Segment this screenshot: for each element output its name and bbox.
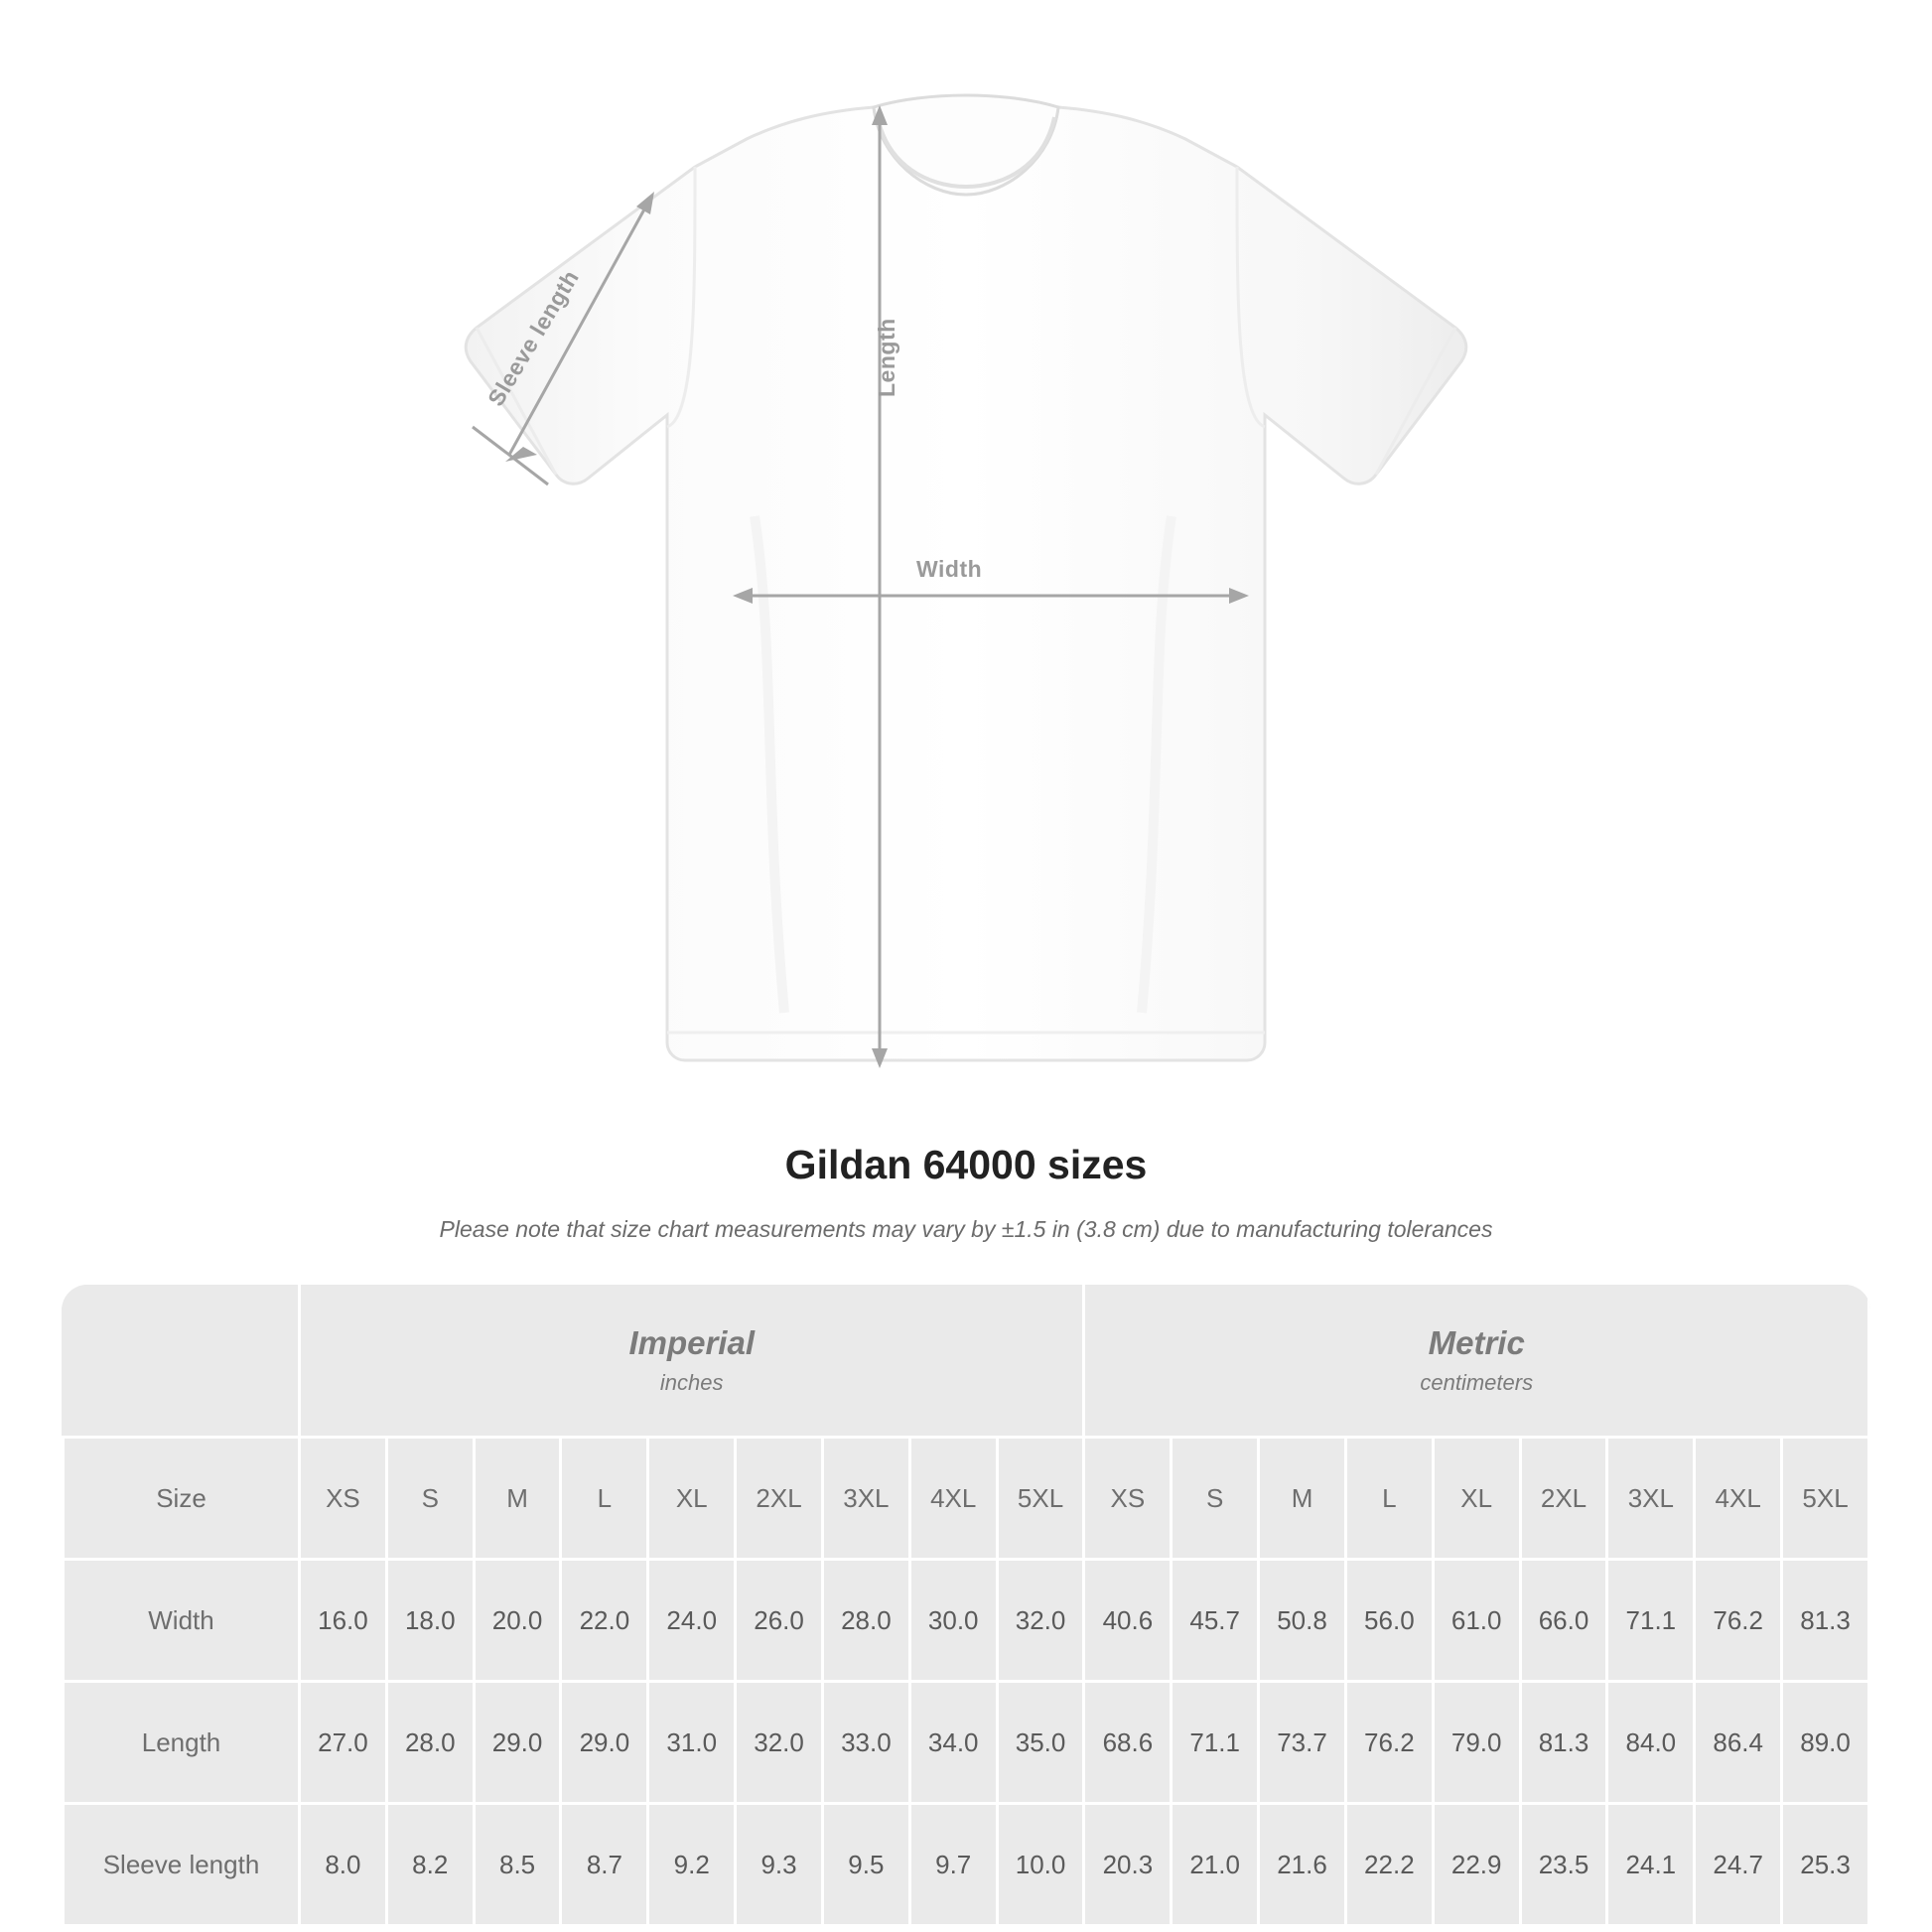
cell-sleeve-length: 20.3 bbox=[1084, 1804, 1172, 1926]
cell-sleeve-length: 8.7 bbox=[561, 1804, 648, 1926]
cell-length: 81.3 bbox=[1520, 1682, 1607, 1804]
unit-imperial-name: Imperial bbox=[628, 1324, 755, 1361]
page-title: Gildan 64000 sizes bbox=[784, 1142, 1148, 1187]
cell-sleeve-length: 8.0 bbox=[300, 1804, 387, 1926]
size-header-row bbox=[64, 1438, 1869, 1560]
size-header-cell: 5XL bbox=[1782, 1438, 1869, 1560]
cell-length: 71.1 bbox=[1172, 1682, 1259, 1804]
row-label-length: Length bbox=[64, 1682, 300, 1804]
cell-length: 73.7 bbox=[1259, 1682, 1346, 1804]
cell-width: 45.7 bbox=[1172, 1560, 1259, 1682]
cell-width: 40.6 bbox=[1084, 1560, 1172, 1682]
size-header-cell: XL bbox=[648, 1438, 736, 1560]
size-header-cell: 4XL bbox=[1695, 1438, 1782, 1560]
cell-width: 18.0 bbox=[386, 1560, 474, 1682]
size-header-cell: XS bbox=[1084, 1438, 1172, 1560]
row-label-width: Width bbox=[64, 1560, 300, 1682]
size-header-cell: S bbox=[1172, 1438, 1259, 1560]
cell-width: 28.0 bbox=[822, 1560, 909, 1682]
cell-length: 84.0 bbox=[1607, 1682, 1695, 1804]
cell-sleeve-length: 21.6 bbox=[1259, 1804, 1346, 1926]
unit-header-spacer bbox=[64, 1285, 300, 1438]
cell-width: 30.0 bbox=[909, 1560, 997, 1682]
cell-width: 66.0 bbox=[1520, 1560, 1607, 1682]
size-header-cell: 3XL bbox=[1607, 1438, 1695, 1560]
cell-sleeve-length: 21.0 bbox=[1172, 1804, 1259, 1926]
cell-sleeve-length: 22.2 bbox=[1345, 1804, 1433, 1926]
unit-imperial-sub: inches bbox=[659, 1370, 724, 1395]
size-header-cell: 2XL bbox=[1520, 1438, 1607, 1560]
tolerance-note: Please note that size chart measurements may vary by ±1.5 in (3.8 cm) due to manufacturing tolerances bbox=[439, 1216, 1493, 1242]
cell-sleeve-length: 25.3 bbox=[1782, 1804, 1869, 1926]
unit-metric-name: Metric bbox=[1428, 1324, 1525, 1361]
cell-sleeve-length: 9.7 bbox=[909, 1804, 997, 1926]
cell-length: 89.0 bbox=[1782, 1682, 1869, 1804]
cell-sleeve-length: 24.1 bbox=[1607, 1804, 1695, 1926]
size-header-cell: L bbox=[1345, 1438, 1433, 1560]
unit-metric-sub: centimeters bbox=[1420, 1370, 1534, 1395]
cell-length: 76.2 bbox=[1345, 1682, 1433, 1804]
unit-header-row bbox=[64, 1285, 1869, 1438]
cell-sleeve-length: 9.3 bbox=[736, 1804, 823, 1926]
cell-length: 86.4 bbox=[1695, 1682, 1782, 1804]
cell-sleeve-length: 8.2 bbox=[386, 1804, 474, 1926]
cell-length: 34.0 bbox=[909, 1682, 997, 1804]
cell-sleeve-length: 23.5 bbox=[1520, 1804, 1607, 1926]
table-row bbox=[64, 1560, 1869, 1682]
cell-width: 24.0 bbox=[648, 1560, 736, 1682]
cell-length: 33.0 bbox=[822, 1682, 909, 1804]
cell-sleeve-length: 9.2 bbox=[648, 1804, 736, 1926]
size-header-cell: M bbox=[1259, 1438, 1346, 1560]
size-header-cell: 5XL bbox=[997, 1438, 1084, 1560]
cell-width: 76.2 bbox=[1695, 1560, 1782, 1682]
cell-length: 29.0 bbox=[561, 1682, 648, 1804]
cell-width: 26.0 bbox=[736, 1560, 823, 1682]
cell-sleeve-length: 10.0 bbox=[997, 1804, 1084, 1926]
sleeve-length-dimension-label: Sleeve length bbox=[483, 265, 585, 411]
cell-sleeve-length: 8.5 bbox=[474, 1804, 561, 1926]
cell-sleeve-length: 22.9 bbox=[1433, 1804, 1520, 1926]
cell-length: 28.0 bbox=[386, 1682, 474, 1804]
cell-width: 81.3 bbox=[1782, 1560, 1869, 1682]
cell-width: 22.0 bbox=[561, 1560, 648, 1682]
row-label-sleeve-length: Sleeve length bbox=[64, 1804, 300, 1926]
size-row-label: Size bbox=[64, 1438, 300, 1560]
size-chart-table bbox=[62, 1285, 1870, 1927]
cell-width: 20.0 bbox=[474, 1560, 561, 1682]
cell-length: 68.6 bbox=[1084, 1682, 1172, 1804]
cell-sleeve-length: 9.5 bbox=[822, 1804, 909, 1926]
table-row bbox=[64, 1804, 1869, 1926]
cell-width: 32.0 bbox=[997, 1560, 1084, 1682]
unit-group-imperial bbox=[300, 1285, 1084, 1438]
cell-width: 50.8 bbox=[1259, 1560, 1346, 1682]
title-block bbox=[0, 1142, 1932, 1243]
cell-length: 27.0 bbox=[300, 1682, 387, 1804]
cell-length: 31.0 bbox=[648, 1682, 736, 1804]
size-header-cell: XL bbox=[1433, 1438, 1520, 1560]
size-header-cell: 3XL bbox=[822, 1438, 909, 1560]
cell-width: 16.0 bbox=[300, 1560, 387, 1682]
size-header-cell: S bbox=[386, 1438, 474, 1560]
size-header-cell: M bbox=[474, 1438, 561, 1560]
unit-group-metric bbox=[1084, 1285, 1869, 1438]
cell-length: 32.0 bbox=[736, 1682, 823, 1804]
size-header-cell: 4XL bbox=[909, 1438, 997, 1560]
size-header-cell: L bbox=[561, 1438, 648, 1560]
cell-width: 61.0 bbox=[1433, 1560, 1520, 1682]
cell-length: 79.0 bbox=[1433, 1682, 1520, 1804]
size-chart-table-wrap bbox=[62, 1285, 1870, 1927]
cell-width: 56.0 bbox=[1345, 1560, 1433, 1682]
cell-width: 71.1 bbox=[1607, 1560, 1695, 1682]
cell-sleeve-length: 24.7 bbox=[1695, 1804, 1782, 1926]
size-header-cell: XS bbox=[300, 1438, 387, 1560]
table-row bbox=[64, 1682, 1869, 1804]
cell-length: 35.0 bbox=[997, 1682, 1084, 1804]
cell-length: 29.0 bbox=[474, 1682, 561, 1804]
width-dimension-label: Width bbox=[916, 556, 983, 582]
length-dimension-label: Length bbox=[874, 318, 899, 397]
size-header-cell: 2XL bbox=[736, 1438, 823, 1560]
